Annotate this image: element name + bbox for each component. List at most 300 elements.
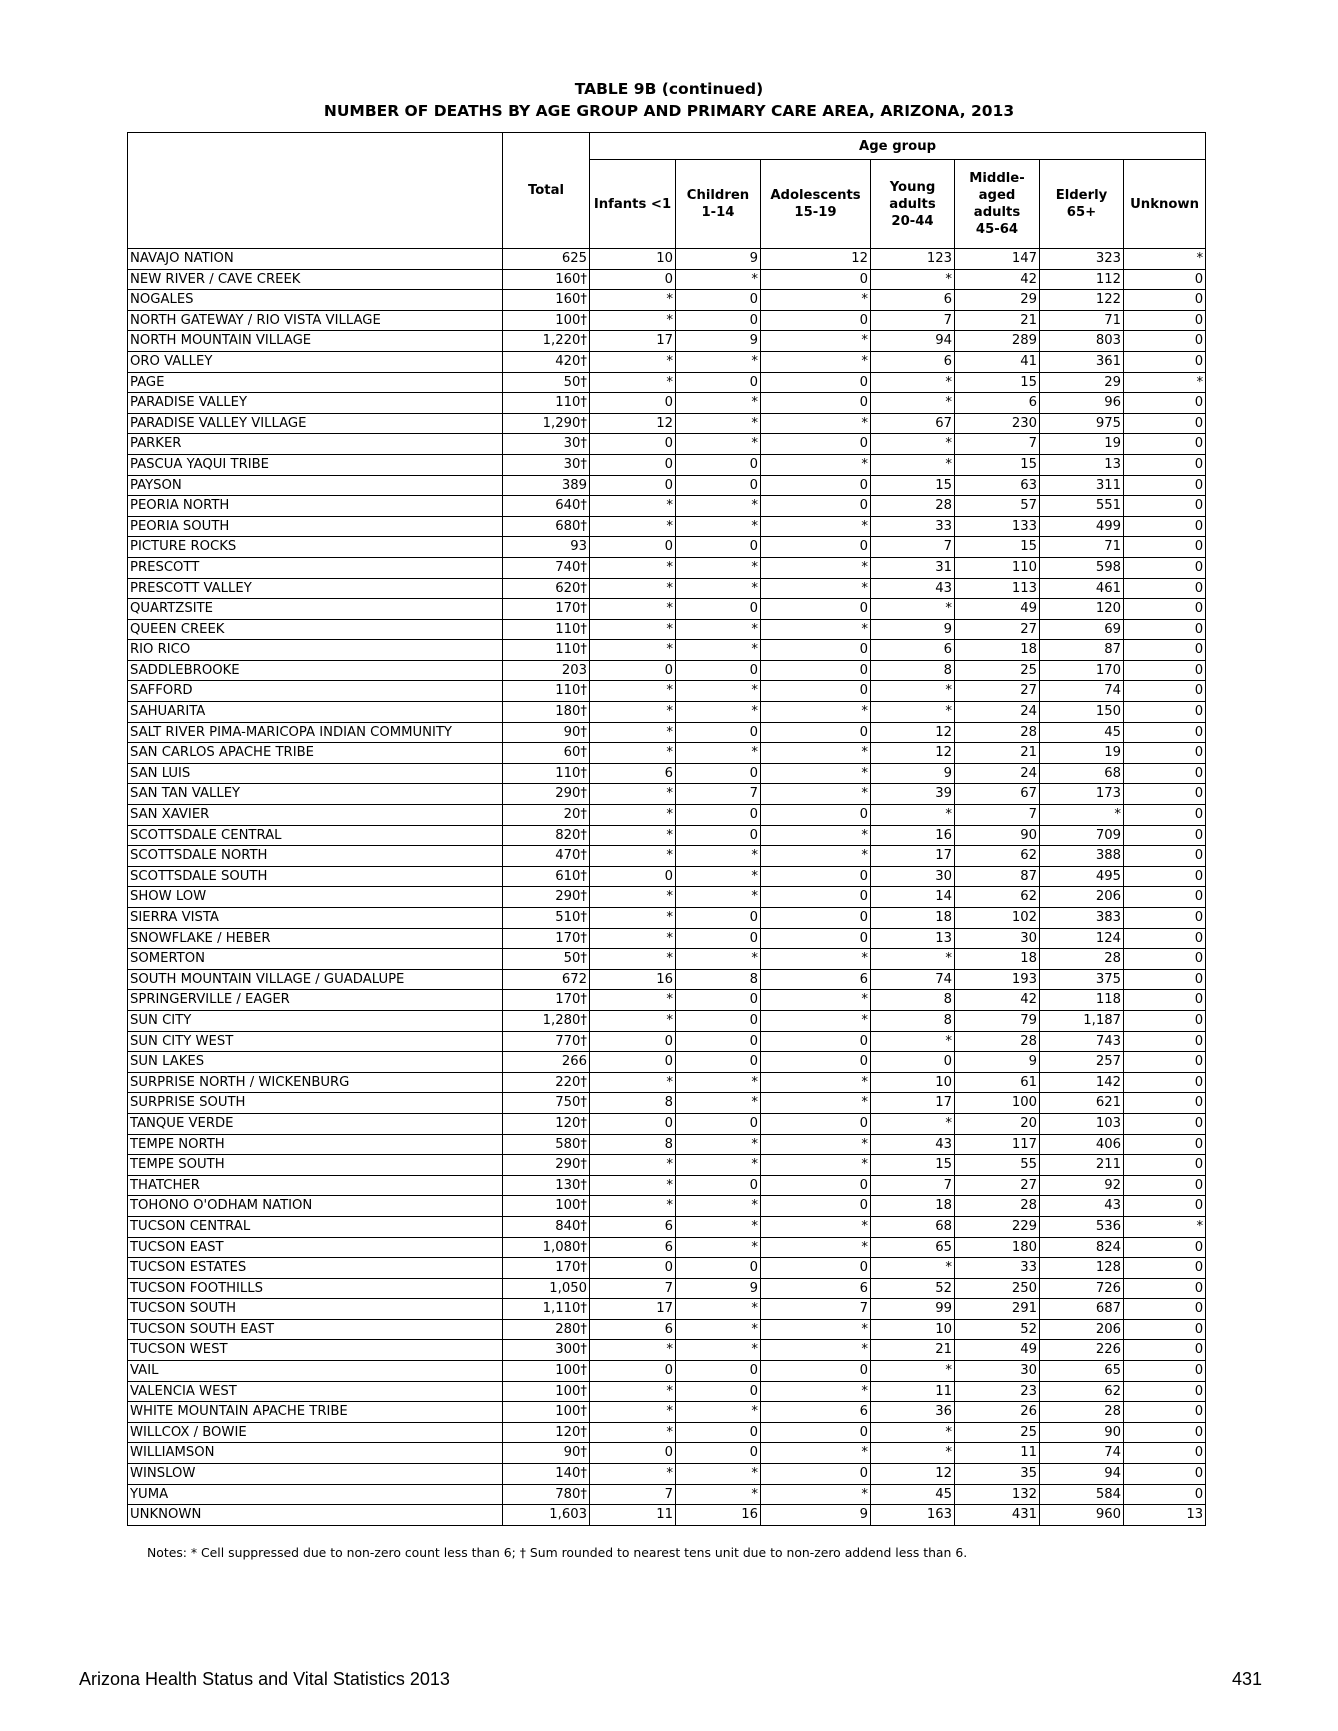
data-cell: * [590,372,676,393]
data-cell: 0 [761,269,871,290]
row-label: SCOTTSDALE SOUTH [128,866,503,887]
row-label: WILLCOX / BOWIE [128,1422,503,1443]
data-cell: 0 [1124,1134,1206,1155]
data-cell: 0 [1124,434,1206,455]
data-cell: 1,080† [503,1237,590,1258]
data-cell: * [590,949,676,970]
data-cell: 840† [503,1216,590,1237]
data-cell: * [590,722,676,743]
data-cell: 15 [871,1155,955,1176]
table-row [128,1134,1206,1155]
table-row [128,805,1206,826]
data-cell: * [871,1443,955,1464]
data-cell: 0 [1124,454,1206,475]
row-label: SAN CARLOS APACHE TRIBE [128,743,503,764]
data-cell: 0 [1124,1381,1206,1402]
data-cell: 0 [676,1381,761,1402]
data-cell: * [676,1340,761,1361]
row-label: TOHONO O'ODHAM NATION [128,1196,503,1217]
table-row [128,681,1206,702]
data-cell: * [590,784,676,805]
data-cell: * [590,599,676,620]
data-cell: 24 [955,702,1040,723]
data-cell: 0 [676,599,761,620]
data-cell: 0 [1124,949,1206,970]
data-cell: * [590,805,676,826]
data-cell: 18 [871,908,955,929]
data-cell: 290† [503,887,590,908]
data-cell: 100† [503,1402,590,1423]
data-cell: 12 [761,249,871,270]
row-label: PARKER [128,434,503,455]
data-cell: 375 [1040,969,1124,990]
data-cell: 0 [1124,1319,1206,1340]
data-cell: 0 [676,928,761,949]
data-cell: 15 [955,454,1040,475]
data-cell: * [676,578,761,599]
table-row [128,1258,1206,1279]
data-cell: 19 [1040,743,1124,764]
data-cell: 180† [503,702,590,723]
data-cell: * [1124,249,1206,270]
data-cell: 687 [1040,1299,1124,1320]
data-cell: 28 [955,1196,1040,1217]
data-cell: 0 [1124,702,1206,723]
data-cell: 8 [871,660,955,681]
data-cell: 71 [1040,537,1124,558]
data-cell: 0 [676,290,761,311]
table-row [128,969,1206,990]
data-cell: 0 [761,640,871,661]
data-cell: 0 [676,1422,761,1443]
data-cell: 0 [1124,537,1206,558]
data-cell: 0 [590,434,676,455]
data-cell: 170† [503,599,590,620]
data-cell: 18 [955,949,1040,970]
data-cell: 21 [871,1340,955,1361]
data-cell: * [1040,805,1124,826]
data-cell: 13 [871,928,955,949]
data-cell: 6 [761,1278,871,1299]
data-cell: * [871,1258,955,1279]
data-cell: 290† [503,784,590,805]
data-cell: 0 [1124,1196,1206,1217]
table-row [128,928,1206,949]
data-cell: 16 [871,825,955,846]
data-cell: 12 [871,722,955,743]
data-cell: 495 [1040,866,1124,887]
data-cell: 621 [1040,1093,1124,1114]
data-cell: 0 [676,1113,761,1134]
data-cell: 0 [1124,1155,1206,1176]
table-row [128,1237,1206,1258]
data-cell: * [676,1155,761,1176]
data-cell: 536 [1040,1216,1124,1237]
data-cell: 6 [761,1402,871,1423]
data-cell: 61 [955,1072,1040,1093]
data-cell: * [761,1010,871,1031]
data-cell: * [676,702,761,723]
table-row [128,1113,1206,1134]
table-row [128,1319,1206,1340]
data-cell: 9 [676,331,761,352]
data-cell: * [590,351,676,372]
data-cell: * [676,1402,761,1423]
row-label: NORTH GATEWAY / RIO VISTA VILLAGE [128,310,503,331]
data-cell: 0 [676,990,761,1011]
data-cell: 584 [1040,1484,1124,1505]
footer-publication-title: Arizona Health Status and Vital Statistics 2013 [79,1669,450,1689]
row-label: SURPRISE SOUTH [128,1093,503,1114]
data-cell: 0 [1124,763,1206,784]
table-row [128,866,1206,887]
data-cell: * [676,393,761,414]
data-cell: 25 [955,1422,1040,1443]
row-label: SNOWFLAKE / HEBER [128,928,503,949]
header-children: Children 1-14 [676,160,761,249]
row-label: PAYSON [128,475,503,496]
data-cell: 17 [590,331,676,352]
data-cell: 8 [590,1134,676,1155]
data-cell: 0 [1124,516,1206,537]
data-cell: * [761,1072,871,1093]
data-cell: 9 [761,1505,871,1526]
data-cell: 60† [503,743,590,764]
table-row [128,619,1206,640]
data-cell: 100† [503,310,590,331]
table-row [128,743,1206,764]
data-cell: 173 [1040,784,1124,805]
data-cell: 0 [761,1258,871,1279]
data-cell: * [871,393,955,414]
table-row [128,1340,1206,1361]
data-cell: 170† [503,1258,590,1279]
data-cell: * [676,351,761,372]
data-cell: 170 [1040,660,1124,681]
table-row [128,825,1206,846]
data-cell: * [590,1155,676,1176]
data-cell: 49 [955,1340,1040,1361]
data-cell: 0 [761,1031,871,1052]
data-cell: 87 [955,866,1040,887]
row-label: SOUTH MOUNTAIN VILLAGE / GUADALUPE [128,969,503,990]
row-label: UNKNOWN [128,1505,503,1526]
data-cell: 94 [871,331,955,352]
table-row [128,351,1206,372]
data-cell: 10 [590,249,676,270]
data-cell: 160† [503,290,590,311]
data-cell: 0 [1124,351,1206,372]
data-cell: 49 [955,599,1040,620]
data-cell: 0 [1124,908,1206,929]
data-cell: * [590,578,676,599]
data-cell: * [590,1340,676,1361]
table-row [128,908,1206,929]
table-row [128,372,1206,393]
header-young-adults: Young adults 20-44 [871,160,955,249]
data-cell: 0 [1124,1402,1206,1423]
row-label: SALT RIVER PIMA-MARICOPA INDIAN COMMUNITY [128,722,503,743]
row-label: ORO VALLEY [128,351,503,372]
data-cell: 12 [871,1464,955,1485]
row-label: TUCSON CENTRAL [128,1216,503,1237]
row-label: PRESCOTT VALLEY [128,578,503,599]
data-cell: 0 [590,660,676,681]
row-label: SCOTTSDALE CENTRAL [128,825,503,846]
data-cell: 0 [676,660,761,681]
data-cell: 580† [503,1134,590,1155]
data-cell: 0 [590,393,676,414]
data-cell: 290† [503,1155,590,1176]
row-label: SPRINGERVILLE / EAGER [128,990,503,1011]
table-row [128,578,1206,599]
data-cell: * [676,413,761,434]
data-cell: * [676,557,761,578]
data-cell: * [761,846,871,867]
data-cell: 120 [1040,599,1124,620]
data-cell: 74 [1040,1443,1124,1464]
data-cell: 11 [871,1381,955,1402]
data-cell: 0 [1124,928,1206,949]
data-cell: 8 [676,969,761,990]
data-cell: * [871,1113,955,1134]
data-cell: 0 [761,599,871,620]
data-cell: 610† [503,866,590,887]
data-cell: 0 [676,475,761,496]
data-cell: * [676,1196,761,1217]
data-cell: 15 [871,475,955,496]
data-cell: 30 [955,1361,1040,1382]
data-cell: 18 [955,640,1040,661]
data-cell: 120† [503,1113,590,1134]
data-cell: 206 [1040,887,1124,908]
row-label: QUEEN CREEK [128,619,503,640]
data-cell: 620† [503,578,590,599]
row-label: PEORIA SOUTH [128,516,503,537]
data-cell: * [676,619,761,640]
data-cell: 0 [590,1443,676,1464]
table-row [128,1505,1206,1526]
data-cell: * [590,1464,676,1485]
data-cell: 203 [503,660,590,681]
table-row [128,1464,1206,1485]
data-cell: 230 [955,413,1040,434]
row-label: SUN CITY WEST [128,1031,503,1052]
data-cell: 975 [1040,413,1124,434]
data-cell: 1,290† [503,413,590,434]
data-cell: 27 [955,619,1040,640]
data-cell: 28 [1040,1402,1124,1423]
data-cell: * [761,1155,871,1176]
data-cell: 6 [761,969,871,990]
data-cell: 110† [503,393,590,414]
row-label: PASCUA YAQUI TRIBE [128,454,503,475]
data-cell: 0 [761,805,871,826]
data-cell: 7 [871,310,955,331]
table-row [128,990,1206,1011]
data-cell: 90 [1040,1422,1124,1443]
data-cell: 68 [1040,763,1124,784]
table-row [128,475,1206,496]
data-cell: 280† [503,1319,590,1340]
row-label: PEORIA NORTH [128,496,503,517]
data-cell: 0 [1124,887,1206,908]
data-cell: 680† [503,516,590,537]
data-cell: 0 [1124,1072,1206,1093]
data-cell: 0 [1124,1237,1206,1258]
data-cell: 132 [955,1484,1040,1505]
data-cell: 36 [871,1402,955,1423]
data-cell: 55 [955,1155,1040,1176]
row-label: PRESCOTT [128,557,503,578]
table-row [128,1216,1206,1237]
data-cell: 33 [955,1258,1040,1279]
row-label: NORTH MOUNTAIN VILLAGE [128,331,503,352]
data-cell: 33 [871,516,955,537]
data-cell: * [761,990,871,1011]
table-row [128,434,1206,455]
data-cell: * [761,825,871,846]
table-row [128,557,1206,578]
data-cell: 389 [503,475,590,496]
data-cell: 110† [503,763,590,784]
table-row [128,1443,1206,1464]
data-cell: 0 [1124,846,1206,867]
table-row [128,1422,1206,1443]
data-cell: 7 [590,1278,676,1299]
row-label: SHOW LOW [128,887,503,908]
table-row [128,763,1206,784]
data-cell: 10 [871,1072,955,1093]
row-label: SURPRISE NORTH / WICKENBURG [128,1072,503,1093]
data-cell: 9 [676,1278,761,1299]
data-cell: 291 [955,1299,1040,1320]
row-label: PARADISE VALLEY VILLAGE [128,413,503,434]
data-cell: 0 [1124,619,1206,640]
data-cell: * [676,866,761,887]
data-cell: * [871,681,955,702]
row-label: WHITE MOUNTAIN APACHE TRIBE [128,1402,503,1423]
data-cell: 6 [590,1216,676,1237]
table-row [128,454,1206,475]
header-total: Total [503,133,590,249]
data-cell: * [590,681,676,702]
data-cell: 10 [871,1319,955,1340]
data-cell: * [761,743,871,764]
data-cell: 0 [761,537,871,558]
data-cell: 0 [1124,743,1206,764]
data-cell: 0 [1124,1010,1206,1031]
data-cell: 0 [676,1443,761,1464]
data-cell: 300† [503,1340,590,1361]
data-cell: 150 [1040,702,1124,723]
row-label: WINSLOW [128,1464,503,1485]
data-cell: * [761,290,871,311]
data-cell: * [676,516,761,537]
data-cell: * [590,557,676,578]
data-cell: * [590,908,676,929]
data-cell: 0 [590,537,676,558]
data-cell: * [761,784,871,805]
data-cell: 43 [871,578,955,599]
data-cell: 28 [955,1031,1040,1052]
data-cell: 28 [871,496,955,517]
data-cell: 0 [1124,990,1206,1011]
row-label: SAN XAVIER [128,805,503,826]
table-row [128,310,1206,331]
data-cell: 220† [503,1072,590,1093]
data-cell: 0 [761,1361,871,1382]
data-cell: 9 [955,1052,1040,1073]
data-cell: 123 [871,249,955,270]
data-cell: 7 [955,434,1040,455]
data-cell: 1,280† [503,1010,590,1031]
data-cell: 30 [955,928,1040,949]
data-cell: 0 [590,1052,676,1073]
data-cell: 21 [955,743,1040,764]
data-cell: 0 [590,1113,676,1134]
data-cell: 0 [761,1464,871,1485]
data-cell: 50† [503,372,590,393]
data-cell: 30† [503,454,590,475]
data-cell: * [676,434,761,455]
data-cell: 110† [503,640,590,661]
data-cell: 20† [503,805,590,826]
data-cell: 0 [1124,1258,1206,1279]
data-cell: 110 [955,557,1040,578]
data-cell: 6 [590,1319,676,1340]
data-cell: 0 [590,454,676,475]
data-cell: 112 [1040,269,1124,290]
data-cell: 0 [761,372,871,393]
data-cell: * [590,928,676,949]
table-row [128,846,1206,867]
data-cell: 0 [1124,557,1206,578]
data-cell: 0 [676,722,761,743]
data-cell: 110† [503,681,590,702]
data-cell: 431 [955,1505,1040,1526]
data-cell: 160† [503,269,590,290]
row-label: VALENCIA WEST [128,1381,503,1402]
data-cell: 0 [676,1052,761,1073]
row-label: NOGALES [128,290,503,311]
data-cell: 27 [955,1175,1040,1196]
data-cell: 8 [590,1093,676,1114]
row-label: TUCSON WEST [128,1340,503,1361]
data-cell: 0 [1124,825,1206,846]
table-row [128,1381,1206,1402]
data-cell: 0 [761,1196,871,1217]
data-cell: * [871,949,955,970]
row-label: SAFFORD [128,681,503,702]
table-row [128,1031,1206,1052]
table-row [128,660,1206,681]
data-cell: 0 [761,681,871,702]
data-cell: 323 [1040,249,1124,270]
data-cell: * [871,702,955,723]
data-cell: 8 [871,990,955,1011]
header-age-group: Age group [590,133,1206,160]
data-cell: * [590,310,676,331]
data-cell: 7 [955,805,1040,826]
data-cell: 0 [761,722,871,743]
data-cell: 74 [871,969,955,990]
data-cell: * [871,1361,955,1382]
data-cell: 193 [955,969,1040,990]
data-cell: 0 [761,393,871,414]
data-cell: 0 [590,1361,676,1382]
data-cell: * [761,351,871,372]
